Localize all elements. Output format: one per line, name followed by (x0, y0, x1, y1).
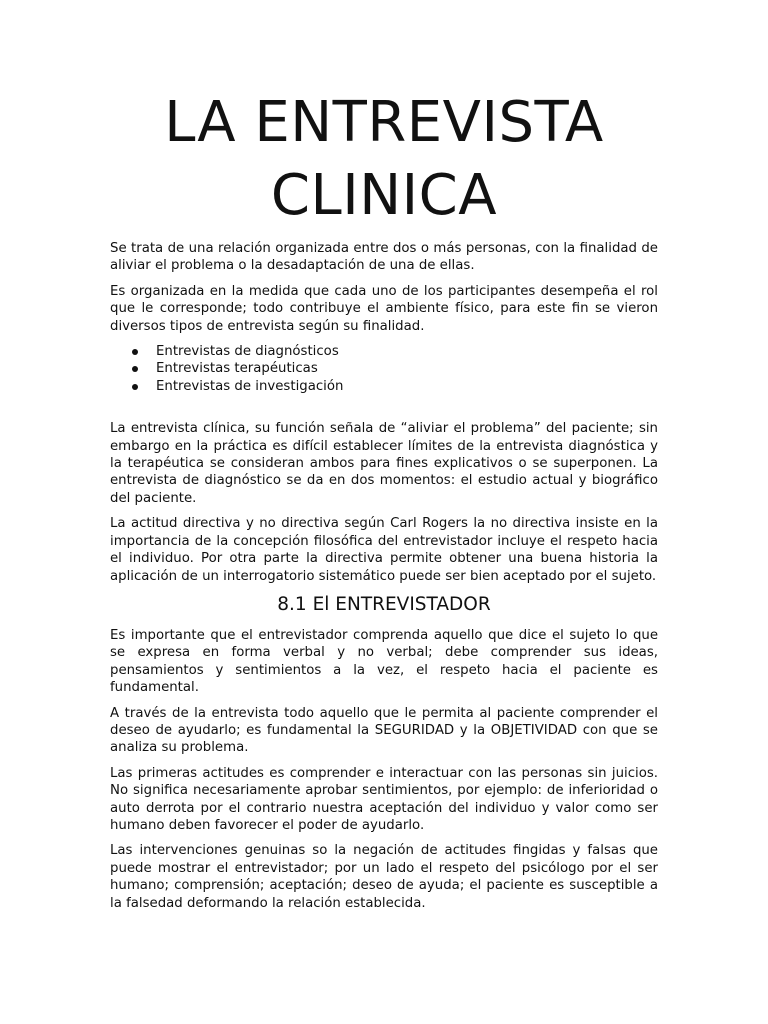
list-item-text: Entrevistas de investigación (156, 378, 344, 394)
list-item-text: Entrevistas de diagnósticos (156, 344, 339, 360)
document-title (110, 86, 658, 232)
title-line-1: LA ENTREVISTA (164, 90, 604, 155)
bullet-icon (132, 349, 138, 355)
interview-types-list (110, 343, 658, 395)
paragraph-clinical-function: La entrevista clínica, su función señala de “aliviar el problema” del paciente; sin embargo en la práctica es difícil establecer límites de la entrevista diagnóstica y la terapéutica se consideran ambos para fines explicativos o se superponen. La entrevista de diagnóstico se da en dos momentos: el estudio actual y biográfico del paciente. (110, 421, 658, 506)
list-item (132, 378, 658, 395)
paragraph-security-objectivity: A través de la entrevista todo aquello que le permita al paciente comprender el deseo de ayudarlo; es fundamental la SEGURIDAD y la OBJETIVIDAD con que se analiza su problema. (110, 705, 658, 756)
section-heading: 8.1 El ENTREVISTADOR (277, 593, 491, 615)
paragraph-first-attitudes: Las primeras actitudes es comprender e interactuar con las personas sin juicios. No significa necesariamente aprobar sentimientos, por ejemplo: de inferioridad o auto derrota por el contrario nuestra aceptación del individuo y valor como ser humano deben favorecer el poder de ayudarlo. (110, 765, 658, 833)
paragraph-organization: Es organizada en la medida que cada uno de los participantes desempeña el rol que le corresponde; todo contribuye el ambiente físico, para este fin se vieron diversos tipos de entrevista según su finalidad. (110, 283, 658, 334)
list-item (132, 343, 658, 360)
paragraph-directive-attitude: La actitud directiva y no directiva según Carl Rogers la no directiva insiste en la importancia de la concepción filosófica del entrevistador incluye el respeto hacia el individuo. Por otra parte la directiva permite obtener una buena historia la aplicación de un interrogatorio sistemático puede ser bien aceptado por el sujeto. (110, 516, 658, 584)
list-item-text: Entrevistas terapéuticas (156, 361, 318, 377)
paragraph-genuine-interventions: Las intervenciones genuinas so la negación de actitudes fingidas y falsas que puede mostrar el entrevistador; por un lado el respeto del psicólogo por el ser humano; comprensión; aceptación; deseo de ayuda; el paciente es susceptible a la falsedad deformando la relación establecida. (110, 843, 658, 911)
document-page (110, 86, 658, 920)
paragraph-interviewer-understanding: Es importante que el entrevistador comprenda aquello que dice el sujeto lo que se expresa en forma verbal y no verbal; debe comprender sus ideas, pensamientos y sentimientos a la vez, el respeto hacia el paciente es fundamental. (110, 627, 658, 696)
bullet-icon (132, 366, 138, 372)
list-item (132, 360, 658, 377)
paragraph-definition: Se trata de una relación organizada entre dos o más personas, con la finalidad de aliviar el problema o la desadaptación de una de ellas. (110, 241, 658, 274)
bullet-icon (132, 384, 138, 390)
title-line-2: CLINICA (270, 163, 498, 228)
